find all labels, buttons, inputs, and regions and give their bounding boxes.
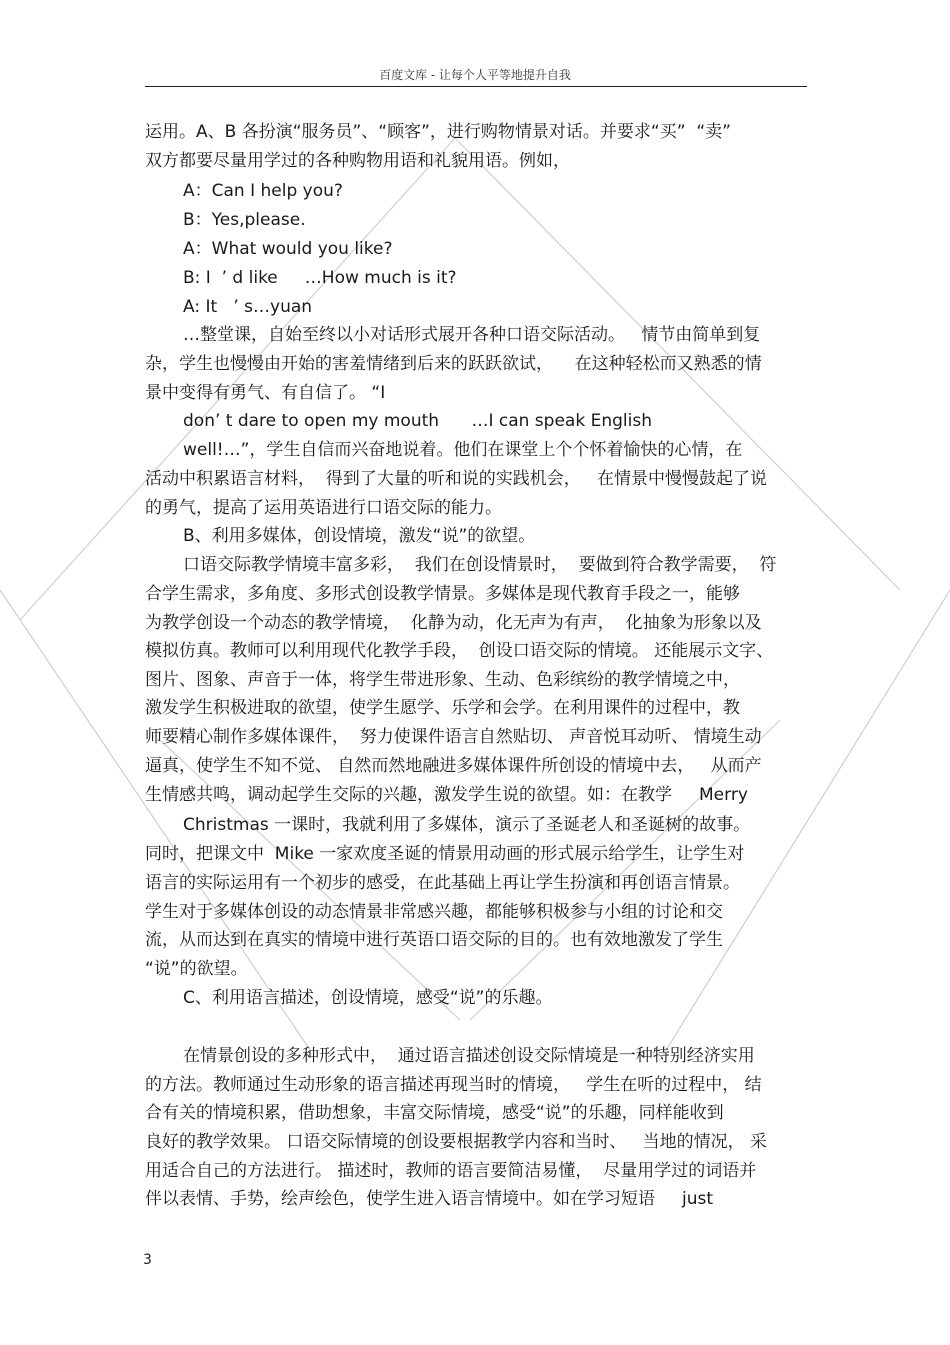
body-text-line: 模拟仿真。教师可以利用现代化教学手段， 创设口语交际的情境。 还能展示文字、	[145, 641, 774, 661]
body-text-line: B：Yes,please.	[183, 210, 306, 230]
body-text-line: 语言的实际运用有一个初步的感受，在此基础上再让学生扮演和再创语言情景。	[145, 873, 740, 893]
body-text-line: 的方法。教师通过生动形象的语言描述再现当时的情境， 学生在听的过程中， 结	[145, 1075, 762, 1095]
body-text-line: A：Can I help you?	[183, 181, 343, 201]
body-text-line: 为教学创设一个动态的教学情境， 化静为动，化无声为有声， 化抽象为形象以及	[145, 613, 762, 633]
body-text-line: 用适合自己的方法进行。 描述时，教师的语言要简洁易懂， 尽量用学过的词语并	[145, 1161, 757, 1181]
body-text-line: 师要精心制作多媒体课件， 努力使课件语言自然贴切、 声音悦耳动听、 情境生动	[145, 727, 762, 747]
body-text-line: 良好的教学效果。 口语交际情境的创设要根据教学内容和当时、 当地的情况， 采	[145, 1132, 768, 1152]
body-text-line: 同时，把课文中 Mike 一家欢度圣诞的情景用动画的形式展示给学生，让学生对	[145, 844, 745, 864]
body-text-line: 学生对于多媒体创设的动态情景非常感兴趣，都能够积极参与小组的讨论和交	[145, 902, 723, 922]
page-header: 百度文库 - 让每个人平等地提升自我	[379, 68, 571, 82]
body-text-line: 激发学生积极进取的欲望，使学生愿学、乐学和会学。在利用课件的过程中，教	[145, 698, 740, 718]
body-text-line: 运用。A、B 各扮演“服务员”、“顾客”，进行购物情景对话。并要求“买” “卖”	[145, 122, 731, 142]
body-text-line: …整堂课，自始至终以小对话形式展开各种口语交际活动。 情节由简单到复	[183, 325, 761, 345]
body-text-line: B、利用多媒体，创设情境，激发“说”的欲望。	[183, 526, 536, 546]
body-text-line: 活动中积累语言材料， 得到了大量的听和说的实践机会， 在情景中慢慢鼓起了说	[145, 469, 768, 489]
body-text-line: well!…”，学生自信而兴奋地说着。他们在课堂上个个怀着愉快的心情，在	[183, 440, 743, 460]
body-text-line: A：What would you like?	[183, 239, 393, 259]
body-text-line: C、利用语言描述，创设情境，感受“说”的乐趣。	[183, 988, 553, 1008]
body-text-line: B: I ’ d like …How much is it?	[183, 268, 457, 288]
body-text-line: Christmas 一课时，我就利用了多媒体，演示了圣诞老人和圣诞树的故事。	[183, 815, 751, 835]
body-text-line: 图片、图象、声音于一体，将学生带进形象、生动、色彩缤纷的教学情境之中，	[145, 670, 740, 690]
body-text-line: “说”的欲望。	[145, 959, 248, 979]
body-text-line: don’ t dare to open my mouth …I can speak English	[183, 411, 652, 431]
body-text-line: 杂，学生也慢慢由开始的害羞情绪到后来的跃跃欲试， 在这种轻松而又熟悉的情	[145, 354, 762, 374]
body-text-line: 在情景创设的多种形式中， 通过语言描述创设交际情境是一种特别经济实用	[183, 1046, 755, 1066]
body-text-line: 双方都要尽量用学过的各种购物用语和礼貌用语。例如，	[145, 151, 570, 171]
header-divider	[145, 86, 807, 87]
body-text-line: A: It ’ s…yuan	[183, 297, 313, 317]
body-text-line: 口语交际教学情境丰富多彩， 我们在创设情景时， 要做到符合教学需要， 符	[183, 555, 777, 575]
page-number: 3	[143, 1252, 152, 1268]
body-text-line: 合有关的情境积累，借助想象，丰富交际情境，感受“说”的乐趣，同样能收到	[145, 1103, 724, 1123]
body-text-line: 景中变得有勇气、有自信了。 “I	[145, 383, 386, 403]
body-text-line: 伴以表情、手势，绘声绘色，使学生进入语言情境中。如在学习短语 just	[145, 1189, 714, 1209]
body-text-line: 生情感共鸣，调动起学生交际的兴趣，激发学生说的欲望。如：在教学 Merry	[145, 785, 748, 805]
body-text-line: 流，从而达到在真实的情境中进行英语口语交际的目的。也有效地激发了学生	[145, 930, 723, 950]
body-text-line: 的勇气，提高了运用英语进行口语交际的能力。	[145, 498, 502, 518]
body-text-line: 合学生需求，多角度、多形式创设教学情景。多媒体是现代教育手段之一，能够	[145, 584, 740, 604]
body-text-line: 逼真，使学生不知不觉、 自然而然地融进多媒体课件所创设的情境中去， 从而产	[145, 756, 762, 776]
